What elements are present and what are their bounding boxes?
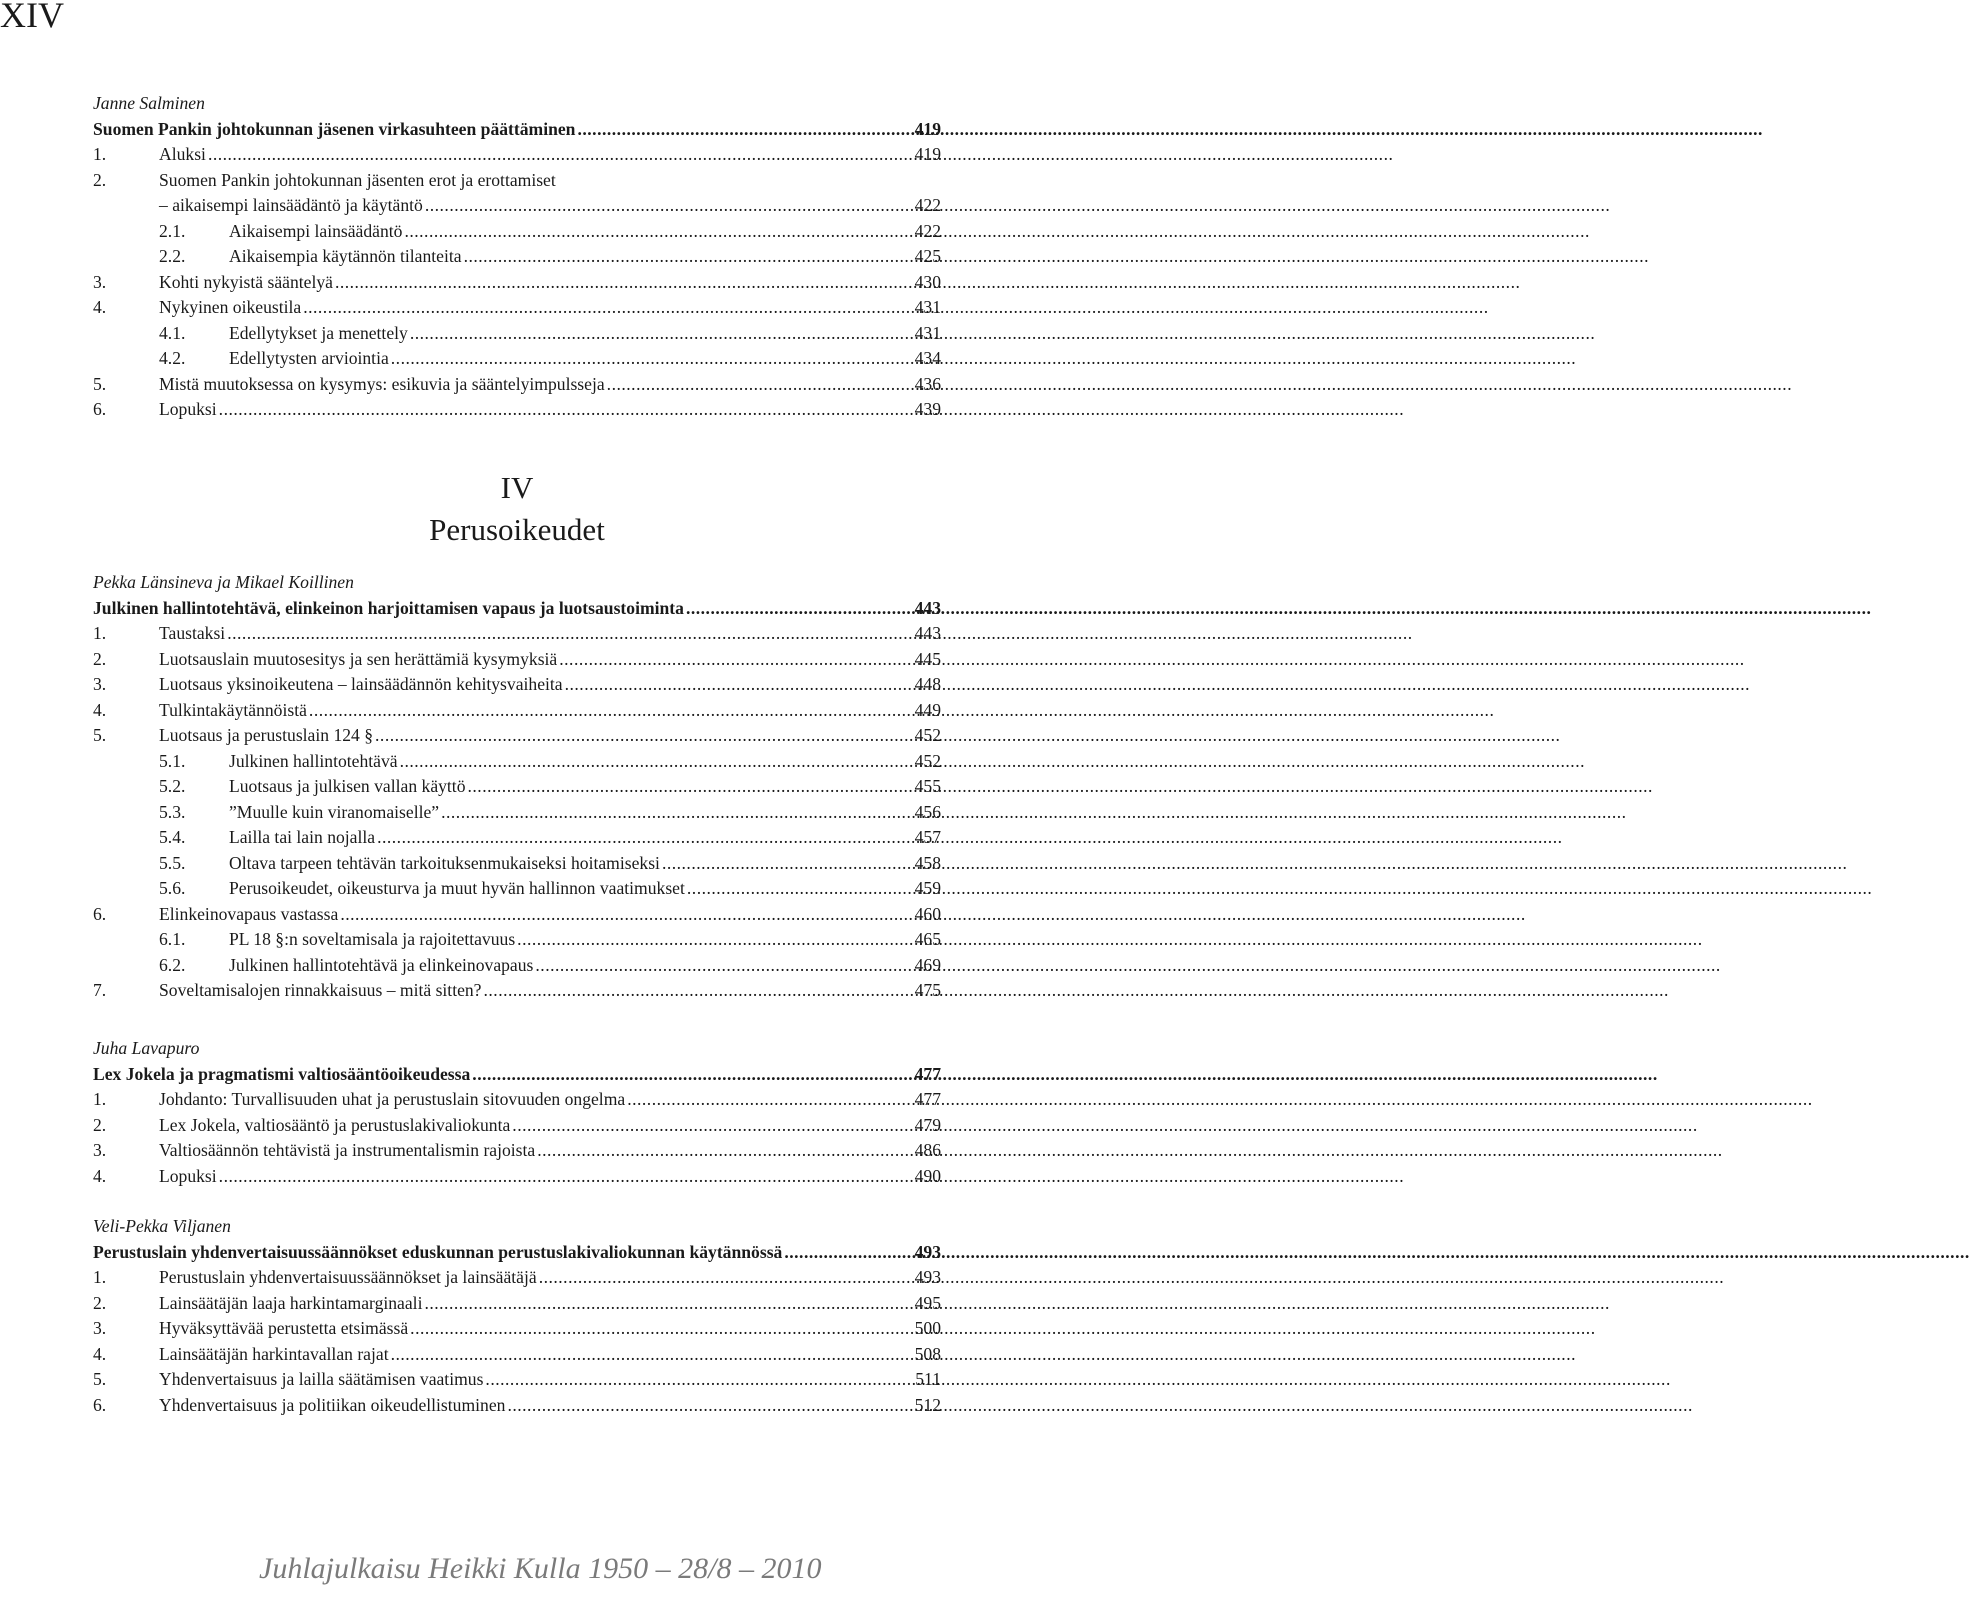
leader-dots	[404, 219, 912, 245]
entry-title: Soveltamisalojen rinnakkaisuus – mitä sitten?	[159, 980, 482, 1000]
entry-page: 477	[914, 1089, 941, 1109]
toc-entry[interactable]	[93, 270, 941, 296]
entry-number: 5.5.	[159, 852, 186, 873]
entry-page: 456	[914, 801, 941, 822]
entry-number: 5.1.	[159, 750, 186, 771]
entry-title: Edellytysten arviointia	[229, 348, 389, 368]
entry-number: 4.1.	[159, 322, 186, 343]
entry-page: 439	[914, 399, 941, 419]
leader-dots	[425, 193, 913, 219]
leader-dots	[375, 723, 913, 749]
toc-section-lansineva-koillinen	[93, 570, 941, 1004]
leader-dots	[441, 800, 913, 826]
entry-title: Hyväksyttävää perustetta etsimässä	[159, 1318, 409, 1338]
section-page: 443	[914, 597, 941, 618]
leader-dots	[303, 295, 912, 321]
toc-entry[interactable]	[93, 876, 941, 902]
entry-title: Luotsauslain muutosesitys ja sen herättämiä kysymyksiä	[159, 648, 558, 669]
section-title: Lex Jokela ja pragmatismi valtiosääntöoikeudessa	[93, 1063, 471, 1084]
entry-number: 4.	[93, 1165, 107, 1186]
entry-title: Lainsäätäjän laaja harkintamarginaali	[159, 1292, 423, 1313]
entry-number: 5.3.	[159, 801, 186, 822]
leader-dots	[219, 397, 913, 423]
toc-entry[interactable]	[93, 953, 941, 979]
toc-entry[interactable]	[93, 321, 941, 347]
toc-entry[interactable]	[93, 621, 941, 647]
entry-page: 425	[914, 246, 941, 266]
entry-number: 4.2.	[159, 348, 186, 368]
entry-title: Luotsaus ja julkisen vallan käyttö	[229, 776, 466, 796]
entry-title: Elinkeinovapaus vastassa	[159, 903, 339, 924]
entry-page: 486	[914, 1140, 941, 1160]
entry-number: 1.	[93, 1089, 107, 1109]
entry-page: 452	[914, 725, 941, 745]
section-title-row[interactable]	[93, 1062, 941, 1088]
leader-dots	[627, 1087, 912, 1113]
entry-number: 3.	[93, 1318, 107, 1338]
section-title: Suomen Pankin johtokunnan jäsenen virkasuhteen päättäminen	[93, 118, 576, 139]
entry-number: 7.	[93, 980, 107, 1000]
toc-entry[interactable]	[93, 978, 941, 1004]
entry-page: 512	[914, 1394, 941, 1415]
entry-page: 493	[914, 1267, 941, 1287]
entry-page: 469	[914, 954, 941, 975]
toc-entry[interactable]	[93, 723, 941, 749]
entry-page: 431	[914, 297, 941, 317]
entry-number: 5.	[93, 1369, 107, 1389]
entry-number: 2.	[93, 1292, 107, 1313]
entry-number: 6.	[93, 903, 107, 924]
entry-title: Mistä muutoksessa on kysymys: esikuvia ja sääntelyimpulsseja	[159, 373, 605, 394]
leader-dots	[219, 1164, 913, 1190]
entry-title: Lopuksi	[159, 399, 217, 419]
entry-title: Julkinen hallintotehtävä ja elinkeinovapaus	[229, 954, 534, 975]
leader-dots	[535, 953, 912, 979]
entry-number: 1.	[93, 144, 107, 164]
toc-entry[interactable]	[93, 1164, 941, 1190]
part-numeral: IV	[500, 470, 534, 505]
section-title-row[interactable]	[93, 596, 941, 622]
entry-number: 1.	[93, 623, 107, 643]
toc-entry[interactable]	[93, 1342, 941, 1368]
toc-entry[interactable]	[93, 295, 941, 321]
entry-page: 490	[914, 1165, 941, 1186]
entry-number: 5.2.	[159, 776, 186, 796]
toc-section-lavapuro	[93, 1036, 941, 1189]
entry-title: Lainsäätäjän harkintavallan rajat	[159, 1343, 389, 1364]
leader-dots	[565, 672, 913, 698]
entry-number: 3.	[93, 271, 107, 292]
entry-title: Tulkintakäytännöistä	[159, 699, 307, 720]
entry-number: 3.	[93, 1140, 107, 1160]
section-page: 493	[914, 1241, 941, 1262]
entry-number: 6.1.	[159, 929, 186, 949]
entry-number: 5.	[93, 373, 107, 394]
leader-dots	[410, 1316, 912, 1342]
toc-entry[interactable]	[93, 927, 941, 953]
entry-page: 460	[914, 903, 941, 924]
entry-title: PL 18 §:n soveltamisala ja rajoitettavuus	[229, 929, 516, 949]
leader-dots	[662, 851, 913, 877]
entry-number: 5.4.	[159, 827, 186, 847]
section-author: Janne Salminen	[93, 93, 205, 113]
entry-title: Lailla tai lain nojalla	[229, 827, 376, 847]
leader-dots	[784, 1240, 912, 1266]
toc-entry[interactable]	[93, 397, 941, 423]
entry-title: Yhdenvertaisuus ja politiikan oikeudellistuminen	[159, 1394, 506, 1415]
leader-dots	[424, 1291, 912, 1317]
section-title-row[interactable]	[93, 117, 941, 143]
entry-title: Aikaisempia käytännön tilanteita	[229, 246, 462, 266]
entry-title: Johdanto: Turvallisuuden uhat ja perustuslain sitovuuden ongelma	[159, 1089, 626, 1109]
entry-page: 436	[914, 373, 941, 394]
entry-title: ”Muulle kuin viranomaiselle”	[229, 801, 440, 822]
toc-entry[interactable]	[93, 372, 941, 398]
entry-page: 500	[914, 1318, 941, 1338]
entry-page: 457	[914, 827, 941, 847]
leader-dots	[391, 1342, 913, 1368]
leader-dots	[512, 1113, 912, 1139]
leader-dots	[517, 927, 912, 953]
toc-section-salminen	[93, 91, 941, 423]
entry-page: 422	[914, 220, 941, 241]
entry-number: 4.	[93, 699, 107, 720]
entry-page: 452	[914, 750, 941, 771]
entry-title: Perusoikeudet, oikeusturva ja muut hyvän hallinnon vaatimukset	[229, 878, 685, 898]
leader-dots	[208, 142, 913, 168]
toc-entry[interactable]	[93, 193, 941, 219]
entry-number: 3.	[93, 674, 107, 694]
toc-section-viljanen	[93, 1214, 941, 1418]
leader-dots	[377, 825, 913, 851]
entry-page: 455	[914, 776, 941, 796]
leader-dots	[472, 1062, 912, 1088]
toc-entry[interactable]	[93, 1393, 941, 1419]
toc-entry[interactable]	[93, 346, 941, 372]
entry-title: Valtiosäännön tehtävistä ja instrumentalismin rajoista	[159, 1140, 536, 1160]
section-title: Julkinen hallintotehtävä, elinkeinon harjoittamisen vapaus ja luotsaustoiminta	[93, 597, 684, 618]
leader-dots	[410, 321, 913, 347]
leader-dots	[686, 596, 913, 622]
footer-title: Juhlajulkaisu Heikki Kulla 1950 – 28/8 – 2010	[259, 1552, 822, 1585]
toc-entry[interactable]	[93, 800, 941, 826]
leader-dots	[391, 346, 913, 372]
toc-entry[interactable]	[93, 219, 941, 245]
entry-number: 1.	[93, 1267, 107, 1287]
leader-dots	[484, 978, 913, 1004]
toc-entry[interactable]	[93, 1265, 941, 1291]
part-title: Perusoikeudet	[429, 512, 605, 547]
entry-number: 2.	[93, 169, 107, 190]
leader-dots	[227, 621, 912, 647]
toc-entry[interactable]	[93, 774, 941, 800]
entry-title: Nykyinen oikeustila	[159, 297, 302, 317]
entry-page: 445	[914, 648, 941, 669]
toc-entry[interactable]	[93, 647, 941, 673]
leader-dots	[507, 1393, 912, 1419]
entry-page: 430	[914, 271, 941, 292]
entry-title: Taustaksi	[159, 623, 226, 643]
section-title-row[interactable]	[93, 1240, 941, 1266]
entry-title: Aikaisempi lainsäädäntö	[229, 220, 403, 241]
leader-dots	[468, 774, 913, 800]
section-author: Juha Lavapuro	[93, 1038, 200, 1058]
entry-title: Yhdenvertaisuus ja lailla säätämisen vaatimus	[159, 1369, 484, 1389]
leader-dots	[309, 698, 913, 724]
toc-entry[interactable]	[93, 142, 941, 168]
toc-entry[interactable]	[93, 851, 941, 877]
toc-entry[interactable]	[93, 1087, 941, 1113]
toc-entry[interactable]	[93, 902, 941, 928]
toc-entry[interactable]	[93, 698, 941, 724]
leader-dots	[687, 876, 913, 902]
entry-page: 419	[914, 144, 941, 164]
entry-title: – aikaisempi lainsäädäntö ja käytäntö	[159, 195, 423, 215]
entry-number: 2.	[93, 1114, 107, 1135]
toc-entry[interactable]	[93, 1291, 941, 1317]
leader-dots	[400, 749, 913, 775]
entry-title: Kohti nykyistä sääntelyä	[159, 271, 333, 292]
entry-page: 495	[914, 1292, 941, 1313]
toc-entry[interactable]	[93, 168, 941, 194]
entry-page: 431	[914, 322, 941, 343]
entry-page: 508	[914, 1343, 941, 1364]
entry-title: Lopuksi	[159, 1165, 217, 1186]
entry-title: Julkinen hallintotehtävä	[229, 750, 398, 771]
entry-number: 2.1.	[159, 220, 186, 241]
entry-number: 6.	[93, 1394, 107, 1415]
leader-dots	[559, 647, 912, 673]
toc-entry[interactable]	[93, 1138, 941, 1164]
leader-dots	[340, 902, 912, 928]
entry-page: 459	[914, 878, 941, 898]
toc-entry[interactable]	[93, 244, 941, 270]
entry-number: 6.	[93, 399, 107, 419]
entry-number: 2.	[93, 648, 107, 669]
entry-number: 5.	[93, 725, 107, 745]
entry-page: 434	[914, 348, 941, 368]
entry-page: 458	[914, 852, 941, 873]
entry-title: Lex Jokela, valtiosääntö ja perustuslakivaliokunta	[159, 1114, 511, 1135]
entry-title: Suomen Pankin johtokunnan jäsenten erot ja erottamiset	[159, 169, 556, 190]
entry-number: 5.6.	[159, 878, 186, 898]
entry-page: 448	[914, 674, 941, 694]
entry-title: Perustuslain yhdenvertaisuussäännökset ja lainsäätäjä	[159, 1267, 537, 1287]
entry-number: 2.2.	[159, 246, 186, 266]
section-page: 477	[914, 1063, 941, 1084]
toc-entry[interactable]	[93, 1367, 941, 1393]
entry-title: Luotsaus ja perustuslain 124 §	[159, 725, 374, 745]
leader-dots	[607, 372, 913, 398]
section-author: Veli-Pekka Viljanen	[93, 1216, 231, 1236]
section-page: 419	[914, 118, 941, 139]
leader-dots	[537, 1138, 912, 1164]
entry-title: Oltava tarpeen tehtävän tarkoituksenmukaiseksi hoitamiseksi	[229, 852, 660, 873]
toc-entry[interactable]	[93, 749, 941, 775]
entry-page: 449	[914, 699, 941, 720]
entry-title: Luotsaus yksinoikeutena – lainsäädännön kehitysvaiheita	[159, 674, 563, 694]
entry-page: 511	[915, 1369, 941, 1389]
entry-number: 4.	[93, 297, 107, 317]
entry-title: Aluksi	[159, 144, 206, 164]
section-author: Pekka Länsineva ja Mikael Koillinen	[93, 572, 354, 592]
entry-number: 4.	[93, 1343, 107, 1364]
entry-page: 422	[914, 195, 941, 215]
page-number: XIV	[0, 0, 64, 35]
leader-dots	[539, 1265, 913, 1291]
entry-page: 443	[914, 623, 941, 643]
section-title: Perustuslain yhdenvertaisuussäännökset eduskunnan perustuslakivaliokunnan käytännössä	[93, 1241, 783, 1262]
toc-entry[interactable]	[93, 1316, 941, 1342]
leader-dots	[335, 270, 913, 296]
entry-title: Edellytykset ja menettely	[229, 322, 408, 343]
entry-page: 465	[914, 929, 941, 949]
leader-dots	[485, 1367, 913, 1393]
leader-dots	[464, 244, 913, 270]
toc-entry[interactable]	[93, 1113, 941, 1139]
toc-entry[interactable]	[93, 825, 941, 851]
entry-number: 6.2.	[159, 954, 186, 975]
entry-page: 475	[914, 980, 941, 1000]
leader-dots	[577, 117, 912, 143]
toc-entry[interactable]	[93, 672, 941, 698]
entry-page: 479	[914, 1114, 941, 1135]
